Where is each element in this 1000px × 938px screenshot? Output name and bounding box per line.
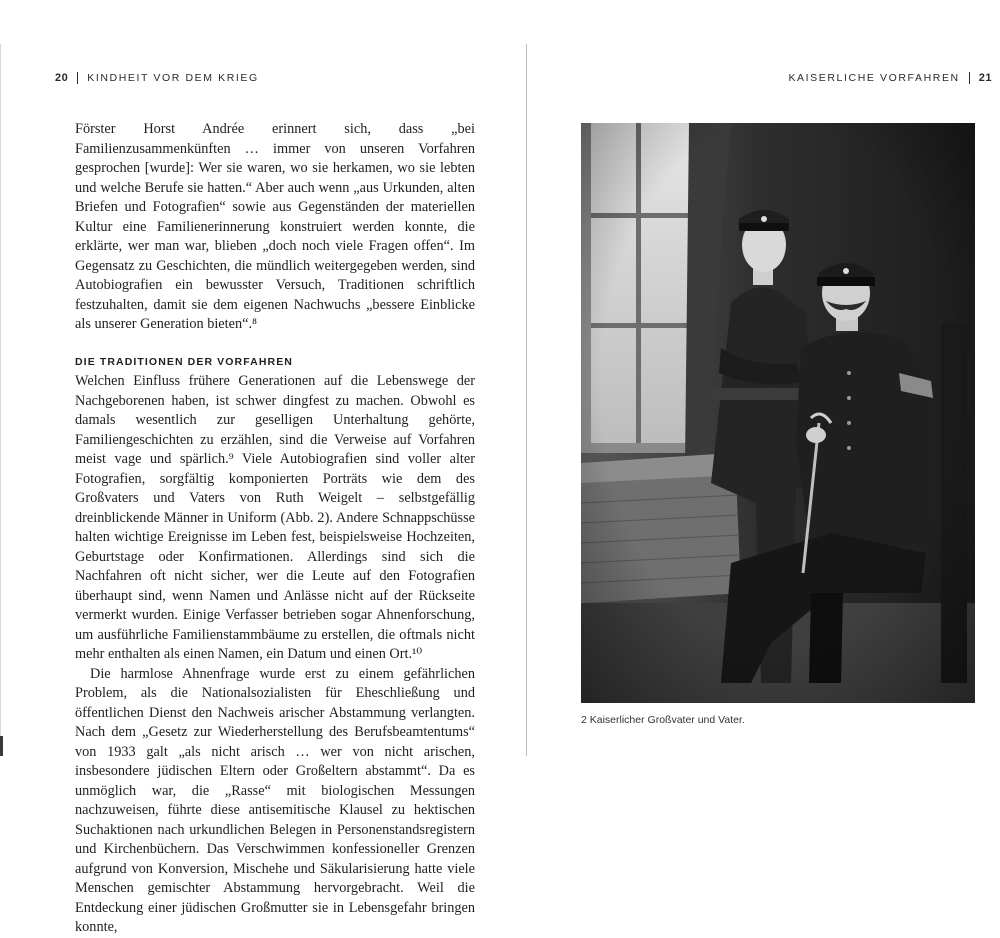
left-page-number: 20 <box>55 72 69 84</box>
header-divider <box>77 72 78 84</box>
figure-caption: 2 Kaiserlicher Großvater und Vater. <box>581 714 745 726</box>
paragraph: Förster Horst Andrée erinnert sich, dass „bei Familienzusammenkünften … immer von unseren Vorfahren gesprochen [wurde]: Wer sie waren, wo sie herkamen, wo sie lebten und welche Berufe sie hatten.“ Aber auch wenn „aus Urkunden, alten Briefen und Fotografien“ sowie aus Gegenständen der materiellen Kultur eine Familienerinnerung konstruiert werden konnte, die erklärte, wer man war, blieben „doch noch viele Fragen offen“. Im Gegensatz zu Geschichten, die mündlich weitergegeben werden, sind Autobiografien ein bewusster Versuch, Traditionen schriftlich festzuhalten, damit sie dem eigenen Nachwuchs „bessere Einblicke als unserer Generation bieten“.⁸ <box>75 121 475 332</box>
left-running-head: KINDHEIT VOR DEM KRIEG <box>87 72 259 84</box>
left-running-header <box>55 72 259 84</box>
paragraph: Welchen Einfluss frühere Generationen auf die Lebenswege der Nachgeborenen haben, ist schwer dingfest zu machen. Obwohl es damals wesentlich zur geselligen Unterhaltung gehörte, Familiengeschichten zu erzählen, sind die Verweise auf Vorfahren meist vage und spärlich.⁹ Viele Autobiografien sind voller alter Fotografien, sorgfältig komponierten Porträts wie dem des Großvaters und Vaters von Ruth Weigelt – selbstgefällig dreinblickende Männer in Uniform (Abb. 2). Andere Schnappschüsse halten wichtige Ereignisse im Leben fest, beispielsweise Hochzeiten, Geburtstage oder Konfirmationen. Allerdings sind sich die Nachfahren oft nicht sicher, wer die Leute auf den Fotografien überhaupt sind, wenn Namen und Anlässe nicht auf der Rückseite vermerkt wurden. Einige Verfasser betrieben sogar Ahnenforschung, um ausführliche Familienstammbäume zu erstellen, die oftmals nicht mehr enthalten als einen Namen, ein Datum und einen Ort.¹⁰ <box>75 373 475 662</box>
right-running-head: KAISERLICHE VORFAHREN <box>788 72 960 84</box>
section-heading: DIE TRADITIONEN DER VORFAHREN <box>75 355 293 368</box>
right-running-header <box>788 72 992 84</box>
header-divider <box>969 72 970 84</box>
right-page <box>527 0 1000 800</box>
right-page-number: 21 <box>978 72 992 84</box>
historic-photograph <box>581 123 975 703</box>
left-body-text <box>75 120 475 938</box>
paragraph: Die harmlose Ahnenfrage wurde erst zu einem gefährlichen Problem, als die Nationalsozialisten für Eheschließung und öffentlichen Dienst den Nachweis arischer Abstammung verlangten. Nach dem „Gesetz zur Wiederherstellung des Berufsbeamtentums“ von 1933 galt „als nicht arisch … wer von nicht arischen, insbesondere jüdischen Eltern oder Großeltern abstammt“. Da es unmöglich war, die „Rasse“ mit biologischen Messungen nachzuweisen, führte diese antisemitische Klausel zu hektischen Suchaktionen nach urkundlichen Belegen in Personenstandsregistern und Kirchenbüchern. Das Verschwimmen konfessioneller Grenzen aufgrund von Konversion, Mischehe und Säkularisierung hatte viele Menschen gemischter Abstammung hervorgebracht. Weil die Entdeckung einer jüdischen Großmutter sie in Lebensgefahr bringen konnte, <box>75 665 475 935</box>
